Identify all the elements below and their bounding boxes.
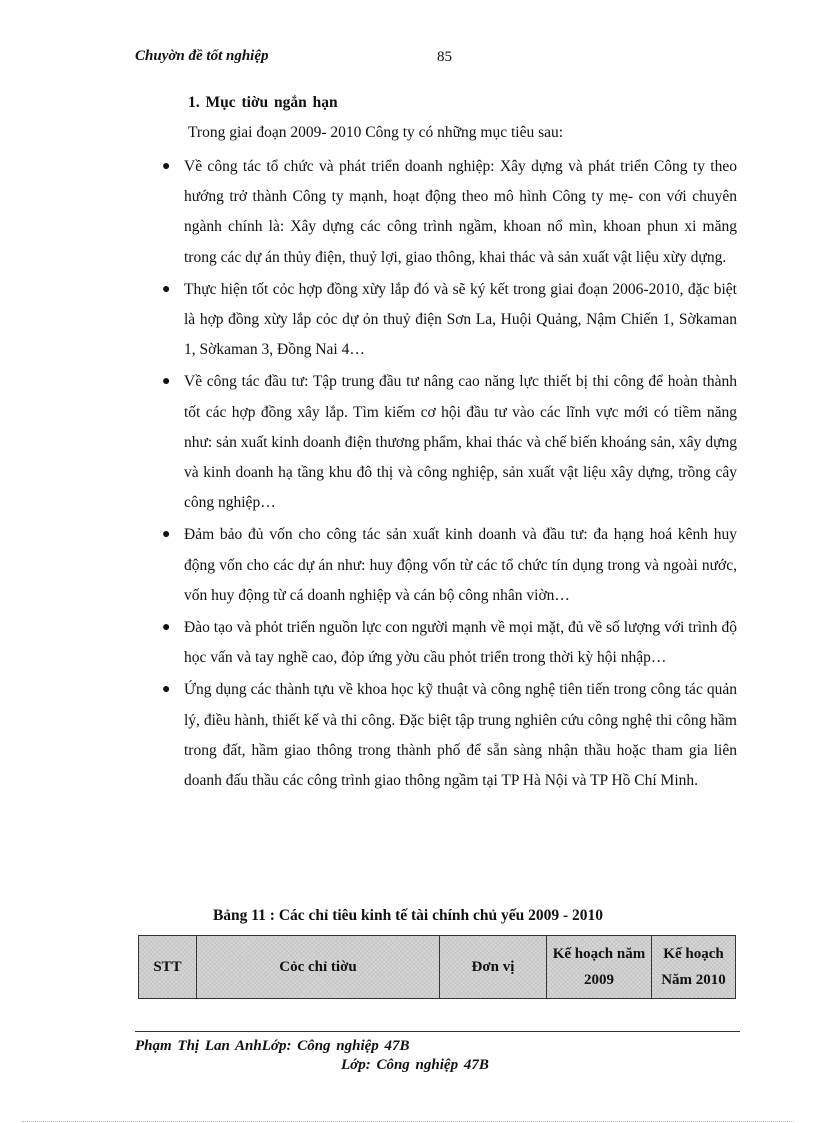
bullet-icon: ● <box>162 620 171 636</box>
list-item-text: Đảm bảo đủ vốn cho công tác sản xuất kinh doanh và đầu tư: đa hạng hoá kênh huy động vốn cho các dự án như: huy động vốn từ các tổ chức tín dụng trong và ngoài nước, vốn huy động từ cá doanh nghiệp và cán bộ công nhân viờn… <box>184 526 737 604</box>
list-item <box>162 275 737 366</box>
table-header-cell: Kế hoạch Năm 2010 <box>652 936 736 999</box>
list-item-text: Về công tác tổ chức và phát triển doanh nghiệp: Xây dựng và phát triển Công ty theo hướng trở thành Công ty mạnh, hoạt động theo mô hình Công ty mẹ- con với chuyên ngành chính là: Xây dựng các công trình ngầm, khoan nổ mìn, khoan phun xi măng trong các dự án thủy điện, thuỷ lợi, giao thông, khai thác và sản xuất vật liệu xừy dựng. <box>184 158 737 266</box>
list-item-text: Thực hiện tốt cỏc hợp đồng xừy lắp đó và sẽ ký kết trong giai đoạn 2006-2010, đặc biệt là hợp đồng xừy lắp cỏc dự ỏn thuỷ điện Sơn La, Huội Quảng, Nậm Chiến 1, Sờkaman 1, Sờkaman 3, Đồng Nai 4… <box>184 280 737 359</box>
list-item <box>162 367 737 518</box>
list-item-text: Ứng dụng các thành tựu về khoa học kỹ thuật và công nghệ tiên tiến trong công tác quản lý, điều hành, thiết kế và thi công. Đặc biệt tập trung nghiên cứu công nghệ thi công hầm trong đất, hầm giao thông trong thành phố để sẵn sàng nhận thầu hoặc tham gia liên doanh đấu thầu các công trình giao thông ngầm tại TP Hà Nội và TP Hồ Chí Minh. <box>184 681 737 790</box>
table-caption: Bảng 11 : Các chỉ tiêu kinh tế tài chính chủ yếu 2009 - 2010 <box>212 907 604 924</box>
page-header-title: Chuyờn đề tốt nghiệp <box>135 48 269 64</box>
intro-paragraph: Trong giai đoạn 2009- 2010 Công ty có những mục tiêu sau: <box>188 124 564 141</box>
list-item <box>162 520 737 611</box>
page-number: 85 <box>437 49 452 65</box>
table-header-cell: Cỏc chỉ tiờu <box>197 936 440 999</box>
bullet-icon: ● <box>162 374 171 390</box>
page-edge <box>22 1121 794 1122</box>
bullet-icon: ● <box>162 281 171 297</box>
footer-class: Lớp: Công nghiệp 47B <box>341 1057 489 1073</box>
list-item-text: Về công tác đầu tư: Tập trung đầu tư nâng cao năng lực thiết bị thi công để hoàn thành tốt các hợp đồng xây lắp. Tìm kiếm cơ hội đầu tư vào các lĩnh vực mới có tiềm năng như: sản xuất kinh doanh điện thương phẩm, khai thác và chế biến khoáng sản, xây dựng và kinh doanh hạ tầng khu đô thị và công nghiệp, sản xuất vật liệu xây dựng, trồng cây công nghiệp… <box>184 373 737 512</box>
table-header-row <box>139 936 736 999</box>
list-item-text: Đào tạo và phỏt triển nguồn lực con người mạnh về mọi mặt, đủ về số lượng với trình độ học vấn và tay nghề cao, đỏp ứng yờu cầu phỏt triển trong thời kỳ hội nhập… <box>184 619 737 667</box>
bullet-icon: ● <box>162 527 171 543</box>
objectives-list <box>162 152 737 798</box>
footer-divider <box>135 1031 740 1032</box>
indicators-table <box>138 935 736 999</box>
section-heading: 1. Mục tiờu ngắn hạn <box>188 94 338 111</box>
table-header-cell: Đơn vị <box>440 936 547 999</box>
list-item <box>162 152 737 273</box>
footer-author: Phạm Thị Lan AnhLớp: Công nghiệp 47B <box>135 1038 410 1054</box>
bullet-icon: ● <box>162 682 171 698</box>
table-header-cell: Kế hoạch năm 2009 <box>547 936 652 999</box>
list-item <box>162 613 737 673</box>
bullet-icon: ● <box>162 159 171 174</box>
table-header-cell: STT <box>139 936 197 999</box>
list-item <box>162 675 737 796</box>
